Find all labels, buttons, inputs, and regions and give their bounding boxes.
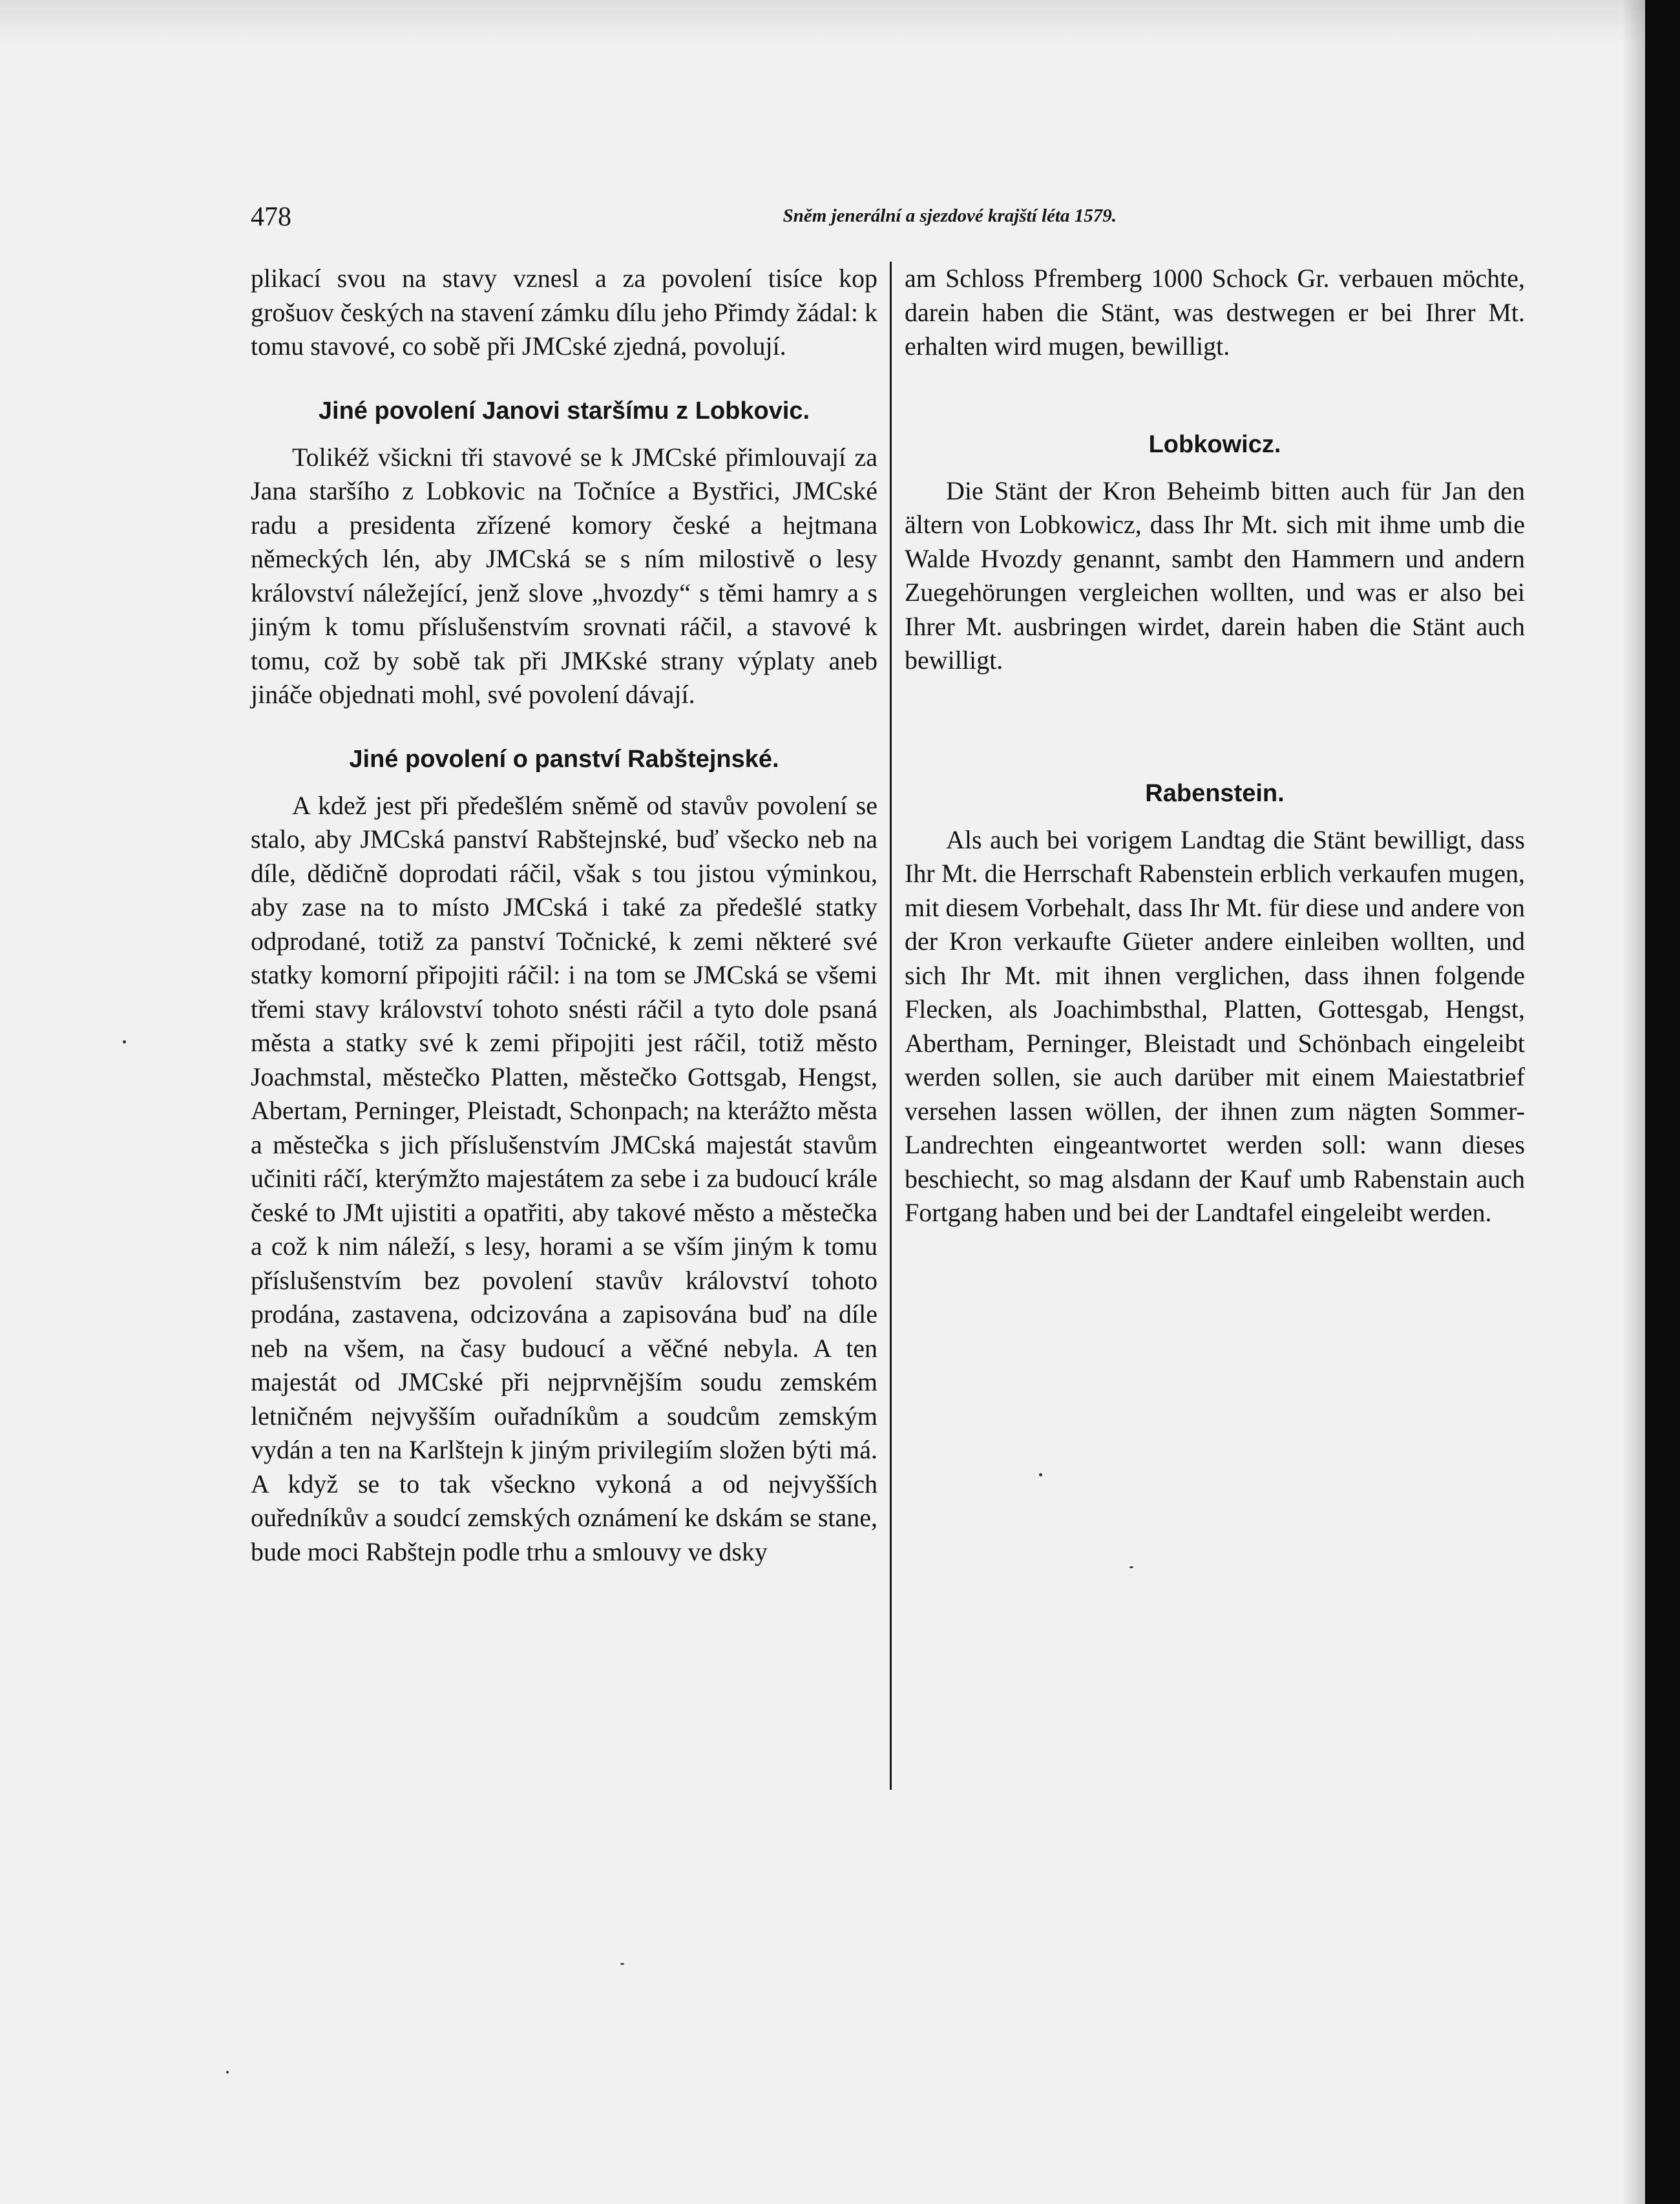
page-edge-shadow: [1622, 0, 1645, 2204]
czech-paragraph-2: Tolikéž všickni tři stavové se k JMCské přimlouvají za Jana staršího z Lobkovic na Točníce a Bystřici, JMCské radu a presidenta zřízené komory české a hejtmana německých lén, aby JMCská se s ním milostivě o lesy království náležející, jenž slove „hvozdy“ s těmi hamry a s jiným k tomu příslušenstvím srovnati ráčil, a stavové k tomu, což by sobě tak při JMKské strany výplaty aneb jináče objednati mohl, své povolení dávají.: [251, 442, 877, 709]
page-header: [251, 202, 1117, 234]
scan-speck: [226, 2071, 229, 2073]
page-number: 478: [251, 202, 291, 232]
scan-background-edge: [1645, 0, 1680, 2204]
czech-heading-rabstejn: Jiné povolení o panství Rabštejnské.: [349, 745, 779, 773]
column-divider: [890, 262, 892, 1790]
scan-speck: [1039, 1473, 1042, 1476]
czech-paragraph-1: plikací svou na stavy vznesl a za povolení tisíce kop grošuov českých na stavení zámku dílu jeho Přimdy žádal: k tomu stavové, co sobě při JMCské zjedná, povolují.: [251, 264, 877, 361]
czech-heading-lobkovic: Jiné povolení Janovi staršímu z Lobkovic.: [318, 397, 810, 425]
scan-speck: [1129, 1566, 1133, 1568]
scan-speck: [620, 1963, 624, 1965]
czech-paragraph-3: A kdež jest při předešlém sněmě od stavův povolení se stalo, aby JMCská panství Rabštejnské, buď všecko neb na díle, dědičně doprodati ráčil, však s tou jistou výminkou, aby zase na to místo JMCská i také za předešlé statky odprodané, totiž za panství Točnické, k zemi některé své statky komorní připojiti ráčil: i na tom se JMCská se všemi třemi stavy království tohoto snésti ráčil a tyto dole psaná města a statky své k zemi připojiti jest ráčil, totiž město Joachmstal, městečko Platten, městečko Gottsgab, Hengst, Abertam, Perninger, Pleistadt, Schonpach; na kterážto města a městečka s jich příslušenstvím JMCská majestát stavům učiniti ráčí, kterýmžto majestátem za sebe i za budoucí krále české to JMt ujistiti a opatřiti, aby takové město a městečka a což k nim náleží, s lesy, horami a se vším jiným k tomu příslušenstvím bez povolení stavův království tohoto prodána, zastavena, odcizována a zapisována buď na díle neb na všem, na časy budoucí a věčné nebyla. A ten majestát od JMCské při nejprvnějším soudu zemském letničném nejvyšším ouřadníkům a soudcům zemským vydán a ten na Karlštejn k jiným privilegiím složen býti má. A když se to tak všeckno vykoná a od nejvyšších ouředníkův a soudcí zemských oznámení ke dskám se stane, bude moci Rabštejn podle trhu a smlouvy ve dsky: [251, 790, 877, 1566]
german-paragraph-2: Die Stänt der Kron Beheimb bitten auch für Jan den ältern von Lobkowicz, dass Ihr Mt. sich mit ihme umb die Walde Hvozdy genannt, sambt den Hammern und andern Zuegehörungen vergleichen wollten, und was er also bei Ihrer Mt. ausbringen wirdet, darein haben die Stänt auch bewilligt.: [905, 476, 1525, 675]
german-paragraph-3: Als auch bei vorigem Landtag die Stänt bewilligt, dass Ihr Mt. die Herrschaft Rabenstein erblich verkaufen mugen, mit diesem Vorbehalt, dass Ihr Mt. für diese und andere von der Kron verkaufte Güeter andere einleiben wollten, und sich Ihr Mt. mit ihnen verglichen, dass ihnen folgende Flecken, als Joachimbsthal, Platten, Gottesgab, Hengst, Abertham, Perninger, Bleistadt und Schönbach eingeleibt werden sollen, sie auch darüber mit einem Maiestatbrief versehen lassen wöllen, der ihnen zum nägten Sommer-Landrechten eingeantwortet werden soll: wann dieses beschiecht, so mag alsdann der Kauf umb Rabenstain auch Fortgang haben und bei der Landtafel eingeleibt werden.: [905, 824, 1525, 1227]
czech-column: [251, 262, 877, 1569]
scan-top-shade: [0, 0, 1645, 45]
german-paragraph-1: am Schloss Pfremberg 1000 Schock Gr. verbauen möchte, darein haben die Stänt, was destwegen er bei Ihrer Mt. erhalten wird mugen, bewilligt.: [905, 264, 1525, 361]
german-column: [905, 262, 1525, 1230]
scan-speck: [123, 1040, 126, 1044]
german-heading-lobkowicz: Lobkowicz.: [1148, 430, 1281, 458]
german-heading-rabenstein: Rabenstein.: [1145, 779, 1285, 807]
running-title: Sněm jenerální a sjezdové krajští léta 1579.: [782, 205, 1117, 226]
